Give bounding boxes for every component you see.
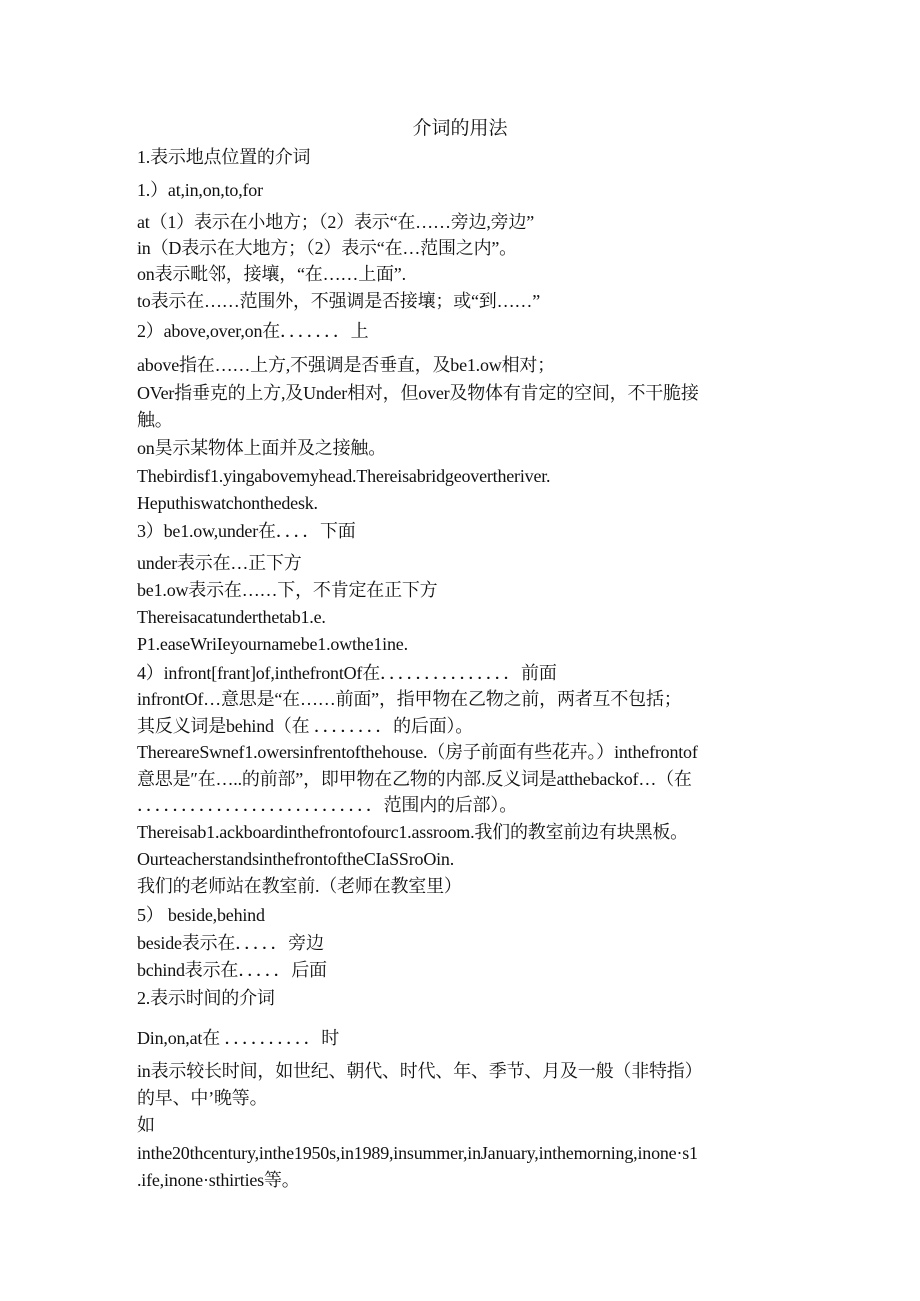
text-line: bchind表示在．．．．．后面 (137, 960, 327, 980)
text-line: .ife,inone·sthirties等。 (137, 1170, 300, 1190)
text-line: 5） beside,behind (137, 905, 265, 925)
text-line: Heputhiswatchonthedesk. (137, 493, 318, 513)
text-line: 1.）at,in,on,to,for (137, 180, 263, 200)
text-line: 的早、中’晚等。 (137, 1088, 268, 1108)
text-line: in（D表示在大地方；（2）表示“在…范围之内”。 (137, 238, 517, 258)
text-line: 我们的老师站在教室前.（老师在教室里） (137, 876, 462, 896)
text-line: OVer指垂克的上方,及Under相对，但over及物体有肯定的空间，不干脆接 (137, 383, 699, 403)
text-line: 2）above,over,on在．．．．．．．上 (137, 321, 369, 341)
text-line: under表示在…正下方 (137, 553, 302, 573)
text-line: 4）infront[frant]of,inthefrontOf在．．．．．．．．．．．．．．．前面 (137, 663, 557, 683)
text-line: Thebirdisf1.yingabovemyhead.Thereisabridgeovertheriver. (137, 466, 551, 486)
text-line: ．．．．．．．．．．．．．．．．．．．．．．．．．．．范围内的后部）。 (137, 795, 517, 815)
text-line: 1.表示地点位置的介词 (137, 147, 311, 167)
text-line: 3）be1.ow,under在．．．．下面 (137, 521, 356, 541)
text-line: 其反义词是behind（在 ．．．．．．．．的后面）。 (137, 716, 474, 736)
page-title: 介词的用法 (412, 117, 508, 139)
text-line: Thereisacatunderthetab1.e. (137, 607, 326, 627)
text-line: infrontOf…意思是“在……前面”，指甲物在乙物之前，两者互不包括； (137, 689, 682, 709)
text-line: 意思是″在…..的前部”，即甲物在乙物的内部.反义词是atthebackof…（在 (137, 769, 692, 789)
text-line: above指在……上方,不强调是否垂直，及be1.ow相对； (137, 355, 555, 375)
text-line: 如 (137, 1115, 155, 1135)
text-line: at（1）表示在小地方；（2）表示“在……旁边,旁边” (137, 212, 535, 232)
text-line: on表示毗邻，接壤，“在……上面”. (137, 264, 406, 284)
text-line: Thereisab1.ackboardinthefrontofourc1.assroom.我们的教室前边有块黑板。 (137, 822, 688, 842)
text-line: P1.easeWriIeyournamebe1.owthe1ine. (137, 634, 408, 654)
text-line: in表示较长时间，如世纪、朝代、时代、年、季节、月及一般（非特指） (137, 1061, 703, 1081)
text-line: beside表示在．．．．．旁边 (137, 933, 324, 953)
text-line: OurteacherstandsinthefrontoftheCIaSSroOin. (137, 849, 455, 869)
text-line: 2.表示时间的介词 (137, 988, 275, 1008)
text-line: be1.ow表示在……下，不肯定在正下方 (137, 580, 438, 600)
text-line: to表示在……范围外，不强调是否接壤；或“到……” (137, 291, 540, 311)
text-line: Din,on,at在 ．．．．．．．．．．时 (137, 1028, 340, 1048)
text-line: on昊示某物体上面并及之接触。 (137, 438, 386, 458)
text-line: 触。 (137, 410, 173, 430)
text-line: inthe20thcentury,inthe1950s,in1989,insummer,inJanuary,inthemorning,inone·s1 (137, 1143, 698, 1163)
text-line: ThereareSwnef1.owersinfrentofthehouse.（房子前面有些花卉。）inthefrontof (137, 742, 698, 762)
